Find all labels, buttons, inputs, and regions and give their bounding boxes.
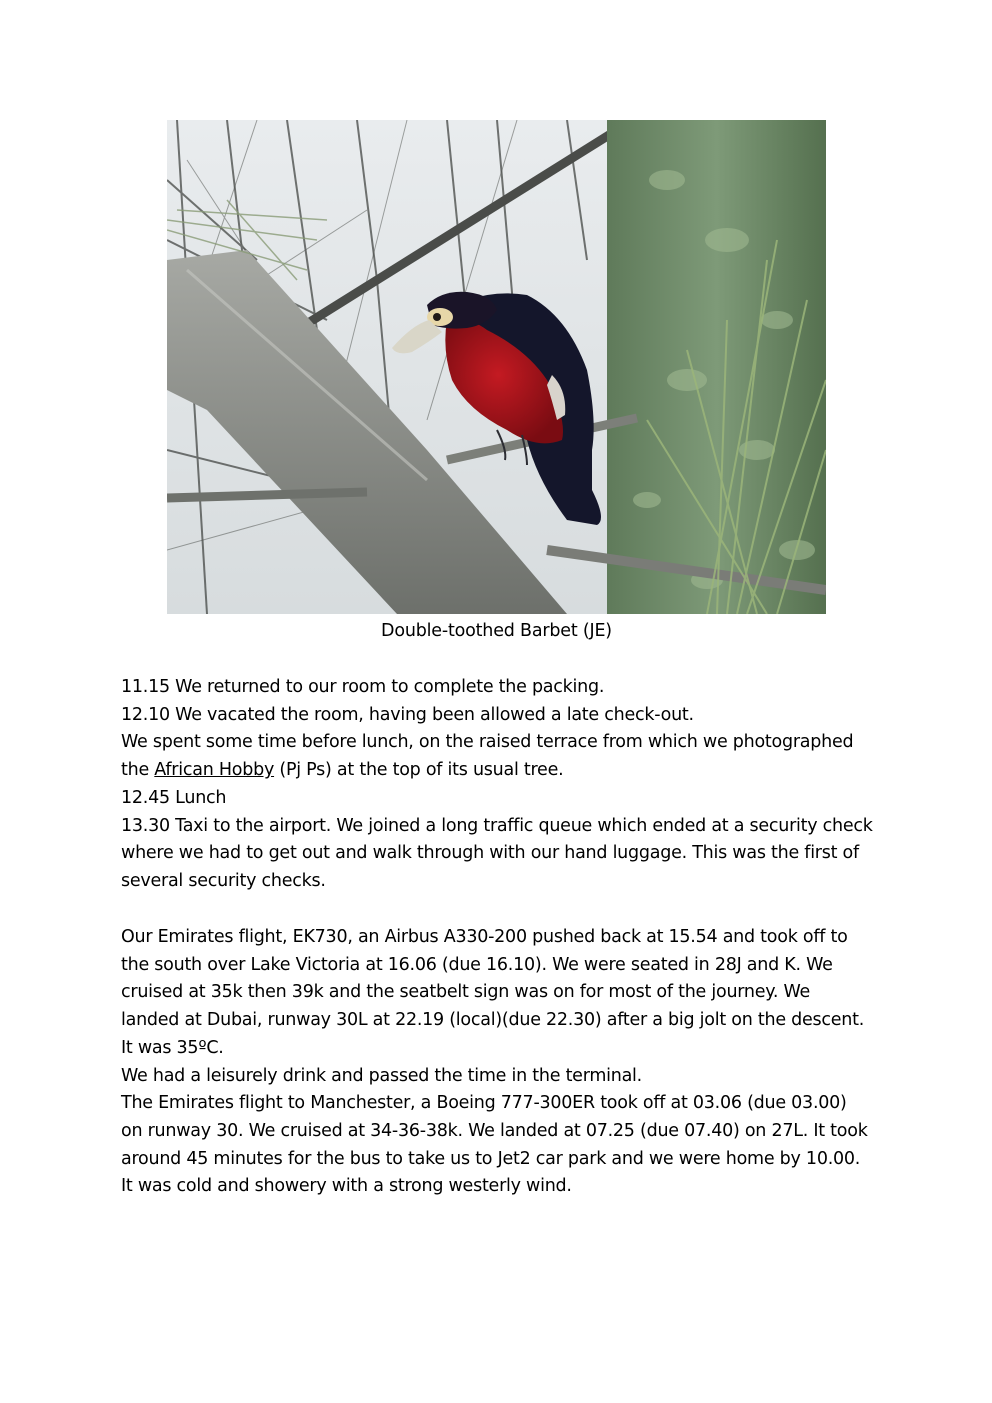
diary-entry: We had a leisurely drink and passed the time in the terminal. xyxy=(121,1065,642,1086)
barbet-photo xyxy=(167,120,826,614)
entry-text: (Pj Ps) at the top of its usual tree. xyxy=(274,760,564,781)
diary-entry: 12.45 Lunch xyxy=(121,787,227,808)
diary-entry: 12.10 We vacated the room, having been allowed a late check-out. xyxy=(121,704,694,725)
diary-entry: 11.15 We returned to our room to complete the packing. xyxy=(121,677,605,697)
diary-entries-flight xyxy=(121,924,873,1201)
photo-caption: Double-toothed Barbet (JE) xyxy=(381,621,612,641)
entry-text: We spent some time before lunch, on the raised terrace from which we photographed the xyxy=(121,732,854,781)
diary-entry: Our Emirates flight, EK730, an Airbus A330-200 pushed back at 15.54 and took off to the south over Lake Victoria at 16.06 (due 16.10). We were seated in 28J and K. We cruised at 35k then 39k and the seatbelt sign was on for most of the journey. We landed at Dubai, runway 30L at 22.19 (local)(due 22.30) after a big jolt on the descent. It was 35ºC. xyxy=(121,927,865,1058)
diary-entries-morning xyxy=(121,674,873,896)
diary-entry xyxy=(121,729,873,784)
african-hobby-link[interactable]: African Hobby xyxy=(154,760,275,781)
diary-entry: 13.30 Taxi to the airport. We joined a long traffic queue which ended at a security check where we had to get out and walk through with our hand luggage. This was the first of several security checks. xyxy=(121,815,873,891)
diary-entry: The Emirates flight to Manchester, a Boeing 777-300ER took off at 03.06 (due 03.00) on runway 30. We cruised at 34-36-38k. We landed at 07.25 (due 07.40) on 27L. It took around 45 minutes for the bus to take us to Jet2 car park and we were home by 10.00. It was cold and showery with a strong westerly wind. xyxy=(121,1093,868,1197)
